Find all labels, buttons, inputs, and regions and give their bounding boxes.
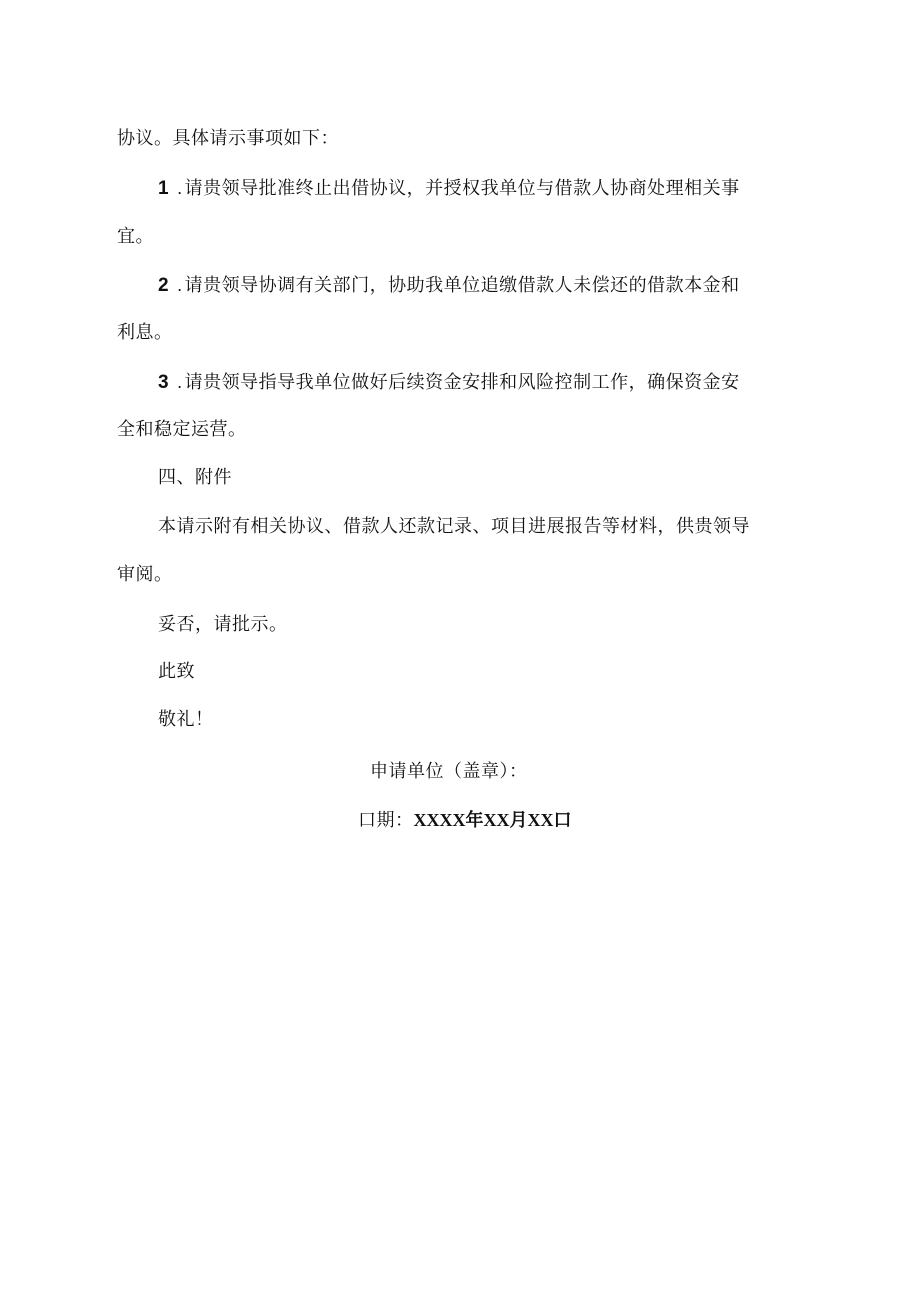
salutation-2-text: 敬礼！ (158, 709, 214, 730)
date-value: XXXX年XX月XX口 (413, 810, 572, 830)
list-item-1-line1 (158, 176, 740, 201)
date-label: 口期： (358, 810, 414, 831)
section-four-heading-text: 四、附件 (158, 467, 232, 488)
list-item-1-dot: . (177, 178, 183, 198)
list-item-3-number: 3 (158, 372, 170, 393)
attachment-line2 (117, 563, 173, 587)
salutation-line-2 (158, 708, 214, 732)
list-item-2-line2 (117, 321, 173, 345)
attachment-line1 (158, 515, 750, 539)
applicant-signature-line (370, 760, 528, 784)
list-item-3-dot: . (177, 372, 183, 392)
list-item-2-text: 请贵领导协调有关部门，协助我单位追缴借款人未偿还的借款本金和 (184, 275, 740, 296)
closing-request-text: 妥否，请批示。 (158, 614, 288, 635)
closing-request (158, 613, 288, 637)
list-item-3-line2 (117, 418, 247, 442)
intro-tail-text: 协议。具体请示事项如下： (117, 128, 339, 149)
intro-tail-line (117, 127, 339, 151)
list-item-3-line1 (158, 370, 740, 395)
list-item-1-text: 请贵领导批准终止出借协议，并授权我单位与借款人协商处理相关事 (184, 178, 740, 199)
list-item-2-dot: . (177, 275, 183, 295)
list-item-1-number: 1 (158, 178, 170, 199)
list-item-3-text: 请贵领导指导我单位做好后续资金安排和风险控制工作，确保资金安 (184, 372, 740, 393)
list-item-1-continuation: 宜。 (117, 226, 154, 247)
list-item-2-number: 2 (158, 275, 170, 296)
list-item-3-continuation: 全和稳定运营。 (117, 419, 247, 440)
list-item-2-line1 (158, 273, 740, 298)
salutation-line-1 (158, 660, 195, 684)
list-item-2-continuation: 利息。 (117, 322, 173, 343)
applicant-label: 申请单位（盖章）： (370, 761, 528, 782)
date-line (358, 808, 572, 833)
salutation-1-text: 此致 (158, 661, 195, 682)
attachment-continuation: 审阅。 (117, 564, 173, 585)
list-item-1-line2 (117, 225, 154, 249)
section-four-heading (158, 466, 232, 490)
attachment-text: 本请示附有相关协议、借款人还款记录、项目进展报告等材料，供贵领导 (158, 516, 750, 537)
